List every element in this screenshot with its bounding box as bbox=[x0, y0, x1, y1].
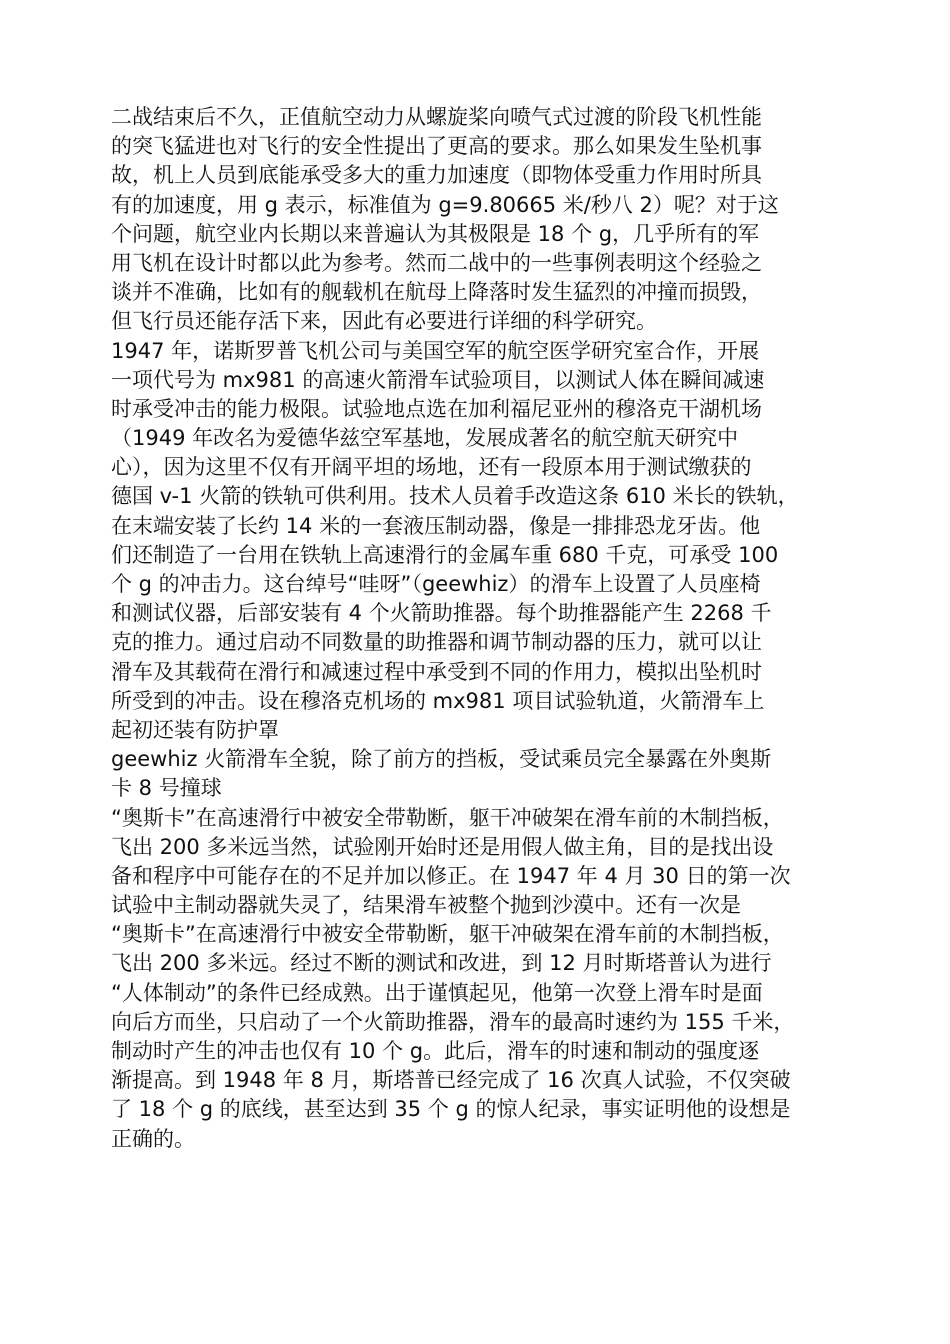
text-line: 飞出 200 多米远。经过不断的测试和改进，到 12 月时斯塔普认为进行 bbox=[111, 951, 772, 976]
text-line: 有的加速度，用 g 表示，标准值为 g=9.80665 米/秒八 2）呢？对于这 bbox=[111, 192, 779, 217]
text-line: 但飞行员还能存活下来，因此有必要进行详细的科学研究。 bbox=[111, 309, 657, 334]
text-line: 在末端安装了长约 14 米的一套液压制动器，像是一排排恐龙牙齿。他 bbox=[111, 513, 761, 538]
text-line: “奥斯卡”在高速滑行中被安全带勒断，躯干冲破架在滑车前的木制挡板， bbox=[111, 922, 784, 947]
text-line: 心），因为这里不仅有开阔平坦的场地，还有一段原本用于测试缴获的 bbox=[111, 455, 752, 480]
text-line: 滑车及其载荷在滑行和减速过程中承受到不同的作用力，模拟出坠机时 bbox=[111, 659, 762, 684]
text-line: 们还制造了一台用在铁轨上高速滑行的金属车重 680 千克，可承受 100 bbox=[111, 542, 779, 567]
text-line: 备和程序中可能存在的不足并加以修正。在 1947 年 4 月 30 日的第一次 bbox=[111, 863, 791, 888]
text-line: 正确的。 bbox=[111, 1126, 195, 1151]
text-line: 飞出 200 多米远当然，试验刚开始时还是用假人做主角，目的是找出设 bbox=[111, 834, 774, 859]
text-line: 二战结束后不久，正值航空动力从螺旋桨向喷气式过渡的阶段飞机性能 bbox=[111, 105, 762, 129]
article-body bbox=[111, 103, 839, 1154]
text-line: 个 g 的冲击力。这台绰号“哇呀”（geewhiz）的滑车上设置了人员座椅 bbox=[111, 572, 761, 596]
text-line: 试验中主制动器就失灵了，结果滑车被整个抛到沙漠中。还有一次是 bbox=[111, 893, 741, 918]
text-line: 渐提高。到 1948 年 8 月，斯塔普已经完成了 16 次真人试验，不仅突破 bbox=[111, 1068, 791, 1093]
text-line: 故，机上人员到底能承受多大的重力加速度（即物体受重力作用时所具 bbox=[111, 163, 762, 188]
text-line: 的突飞猛进也对飞行的安全性提出了更高的要求。那么如果发生坠机事 bbox=[111, 134, 762, 159]
text-line: 向后方而坐，只启动了一个火箭助推器，滑车的最高时速约为 155 千米， bbox=[111, 1009, 795, 1034]
text-line: 制动时产生的冲击也仅有 10 个 g。此后，滑车的时速和制动的强度逐 bbox=[111, 1039, 760, 1063]
text-line: 个问题，航空业内长期以来普遍认为其极限是 18 个 g，几乎所有的军 bbox=[111, 221, 760, 246]
text-line: 德国 v-1 火箭的铁轨可供利用。技术人员着手改造这条 610 米长的铁轨， bbox=[111, 484, 799, 509]
text-line: geewhiz 火箭滑车全貌，除了前方的挡板，受试乘员完全暴露在外奥斯 bbox=[111, 747, 772, 772]
text-line: 卡 8 号撞球 bbox=[111, 776, 222, 801]
text-line: 了 18 个 g 的底线，甚至达到 35 个 g 的惊人纪录，事实证明他的设想是 bbox=[111, 1097, 791, 1122]
text-line: 时承受冲击的能力极限。试验地点选在加利福尼亚州的穆洛克干湖机场 bbox=[111, 396, 762, 421]
text-line: 起初还装有防护罩 bbox=[111, 717, 279, 742]
text-line: （1949 年改名为爱德华兹空军基地，发展成著名的航空航天研究中 bbox=[111, 426, 739, 451]
text-line: 和测试仪器，后部安装有 4 个火箭助推器。每个助推器能产生 2268 千 bbox=[111, 601, 772, 626]
text-line: 1947 年，诺斯罗普飞机公司与美国空军的航空医学研究室合作，开展 bbox=[111, 338, 760, 363]
text-line: 用飞机在设计时都以此为参考。然而二战中的一些事例表明这个经验之 bbox=[111, 250, 762, 275]
text-line: 所受到的冲击。设在穆洛克机场的 mx981 项目试验轨道，火箭滑车上 bbox=[111, 688, 765, 713]
text-line: “奥斯卡”在高速滑行中被安全带勒断，躯干冲破架在滑车前的木制挡板， bbox=[111, 805, 784, 830]
text-line: 谈并不准确，比如有的舰载机在航母上降落时发生猛烈的冲撞而损毁， bbox=[111, 280, 762, 305]
text-line: 克的推力。通过启动不同数量的助推器和调节制动器的压力，就可以让 bbox=[111, 630, 762, 655]
text-line: 一项代号为 mx981 的高速火箭滑车试验项目，以测试人体在瞬间减速 bbox=[111, 367, 765, 392]
text-line: “人体制动”的条件已经成熟。出于谨慎起见，他第一次登上滑车时是面 bbox=[111, 980, 763, 1005]
